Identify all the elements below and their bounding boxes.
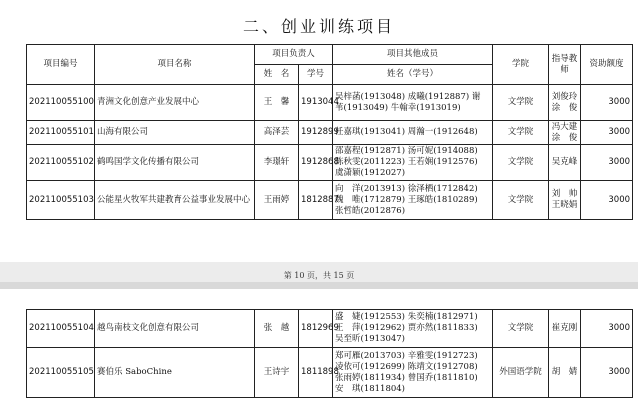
project-name-cell: 青洲文化创意产业发展中心 <box>95 85 255 121</box>
advisor-line: 王晓娟 <box>551 200 578 210</box>
header-advisor: 指导教师 <box>549 45 581 85</box>
project-table-continued <box>26 309 633 398</box>
leader-name-cell: 王诗宇 <box>255 348 299 398</box>
advisor-line: 涂 俊 <box>551 132 578 143</box>
member-line: 虞潇颖(1912027) <box>335 168 406 178</box>
page-11 <box>0 289 638 400</box>
leader-name-cell: 李璟轩 <box>255 145 299 181</box>
project-name-cell: 山海有限公司 <box>95 121 255 145</box>
members-cell <box>333 181 493 220</box>
header-project-no: 项目编号 <box>27 45 95 85</box>
member-line: 苇(1913049) 牛翰幸(1913019) <box>335 102 461 113</box>
member-line: 盛 婕(1912553) 朱奕楠(1812971) <box>335 312 478 322</box>
member-line: 张雨婷(1811934) 曾国乔(1811810) <box>335 372 478 383</box>
member-line: 向 洋(2013913) 徐泽栖(1712842) <box>335 183 478 194</box>
header-college: 学院 <box>493 45 549 85</box>
funding-cell: 3000 <box>581 121 633 145</box>
project-no-cell: 202110055102 <box>27 145 95 181</box>
header-leader-group: 项目负责人 <box>255 45 333 65</box>
page-gap <box>0 282 638 289</box>
header-project-name: 项目名称 <box>95 45 255 85</box>
college-cell: 外国语学院 <box>493 348 549 398</box>
project-no-cell: 202110055103 <box>27 181 95 220</box>
leader-id-cell: 1912899 <box>299 121 333 145</box>
funding-cell: 3000 <box>581 348 633 398</box>
leader-id-cell: 1812887 <box>299 181 333 220</box>
header-members-sub: 姓名（学号） <box>333 65 493 85</box>
table-row <box>27 181 633 220</box>
advisor-cell <box>549 310 581 348</box>
leader-name-cell: 王雨婷 <box>255 181 299 220</box>
member-line: 陈秋雯(2011223) 王若娴(1912576) <box>335 157 478 167</box>
advisor-line: 崔克刚 <box>551 323 578 333</box>
project-name-cell: 公能星火牧军共建教育公益事业发展中心 <box>95 181 255 220</box>
project-no-cell: 202110055100 <box>27 85 95 121</box>
advisor-cell <box>549 85 581 121</box>
section-title: 二、创业训练项目 <box>242 17 395 36</box>
table-row <box>27 348 633 398</box>
project-no-cell: 202110055105 <box>27 348 95 398</box>
member-line: 王 萍(1912962) 贾亦然(1811833) <box>335 323 478 333</box>
page-number-footer: 第 10 页，共 15 页 <box>283 271 355 280</box>
project-table <box>26 44 633 220</box>
table-row <box>27 85 633 121</box>
member-line: 邵嘉程(1912871) 汤可妮(1914088) <box>335 146 478 156</box>
advisor-line: 刘俊玲 <box>551 91 578 102</box>
member-line: 张哲皓(2012876) <box>335 205 406 216</box>
advisor-line: 胡 婧 <box>551 367 578 377</box>
advisor-line: 冯大建 <box>551 121 578 132</box>
header-members-group: 项目其他成员 <box>333 45 493 65</box>
project-no-cell: 202110055101 <box>27 121 95 145</box>
member-line: 安 琪(1811804) <box>335 383 405 394</box>
project-no-cell: 202110055104 <box>27 310 95 348</box>
advisor-cell <box>549 145 581 181</box>
table-row <box>27 121 633 145</box>
leader-id-cell: 1812969 <box>299 310 333 348</box>
leader-id-cell: 1912868 <box>299 145 333 181</box>
members-cell <box>333 85 493 121</box>
advisor-line: 刘 帅 <box>551 189 578 199</box>
member-line: 郑可雁(2013703) 辛雅雯(1912723) <box>335 350 478 361</box>
members-cell <box>333 348 493 398</box>
member-line: 任嘉琪(1913041) 周瀚一(1912648) <box>335 127 478 137</box>
table-row <box>27 310 633 348</box>
funding-cell: 3000 <box>581 310 633 348</box>
advisor-cell <box>549 348 581 398</box>
leader-name-cell: 王 馨 <box>255 85 299 121</box>
funding-cell: 3000 <box>581 145 633 181</box>
college-cell: 文学院 <box>493 181 549 220</box>
member-line: 魏 唯(1712879) 王琢皓(1810289) <box>335 194 478 205</box>
advisor-line: 吴克峰 <box>551 157 578 167</box>
advisor-cell <box>549 121 581 145</box>
leader-name-cell: 高泽芸 <box>255 121 299 145</box>
project-name-cell: 越鸟南枝文化创意有限公司 <box>95 310 255 348</box>
leader-name-cell: 张 越 <box>255 310 299 348</box>
members-cell <box>333 145 493 181</box>
members-cell <box>333 121 493 145</box>
college-cell: 文学院 <box>493 310 549 348</box>
leader-id-cell: 1913044 <box>299 85 333 121</box>
project-name-cell: 赛伯乐 SaboChine <box>95 348 255 398</box>
header-leader-id: 学号 <box>299 65 333 85</box>
advisor-line: 涂 俊 <box>551 102 578 113</box>
project-name-cell: 鹤鸣国学文化传播有限公司 <box>95 145 255 181</box>
advisor-cell <box>549 181 581 220</box>
header-leader-name: 姓 名 <box>255 65 299 85</box>
table-row <box>27 145 633 181</box>
funding-cell: 3000 <box>581 181 633 220</box>
college-cell: 文学院 <box>493 85 549 121</box>
leader-id-cell: 1811898 <box>299 348 333 398</box>
college-cell: 文学院 <box>493 121 549 145</box>
college-cell: 文学院 <box>493 145 549 181</box>
members-cell <box>333 310 493 348</box>
member-line: 吴梓菡(1913048) 成曦(1912887) 谢 <box>335 91 481 102</box>
member-line: 凌依可(1912699) 陈靖文(1912708) <box>335 361 478 372</box>
header-funding: 资助额度 <box>581 45 633 85</box>
member-line: 吴至昕(1913047) <box>335 334 405 344</box>
funding-cell: 3000 <box>581 85 633 121</box>
